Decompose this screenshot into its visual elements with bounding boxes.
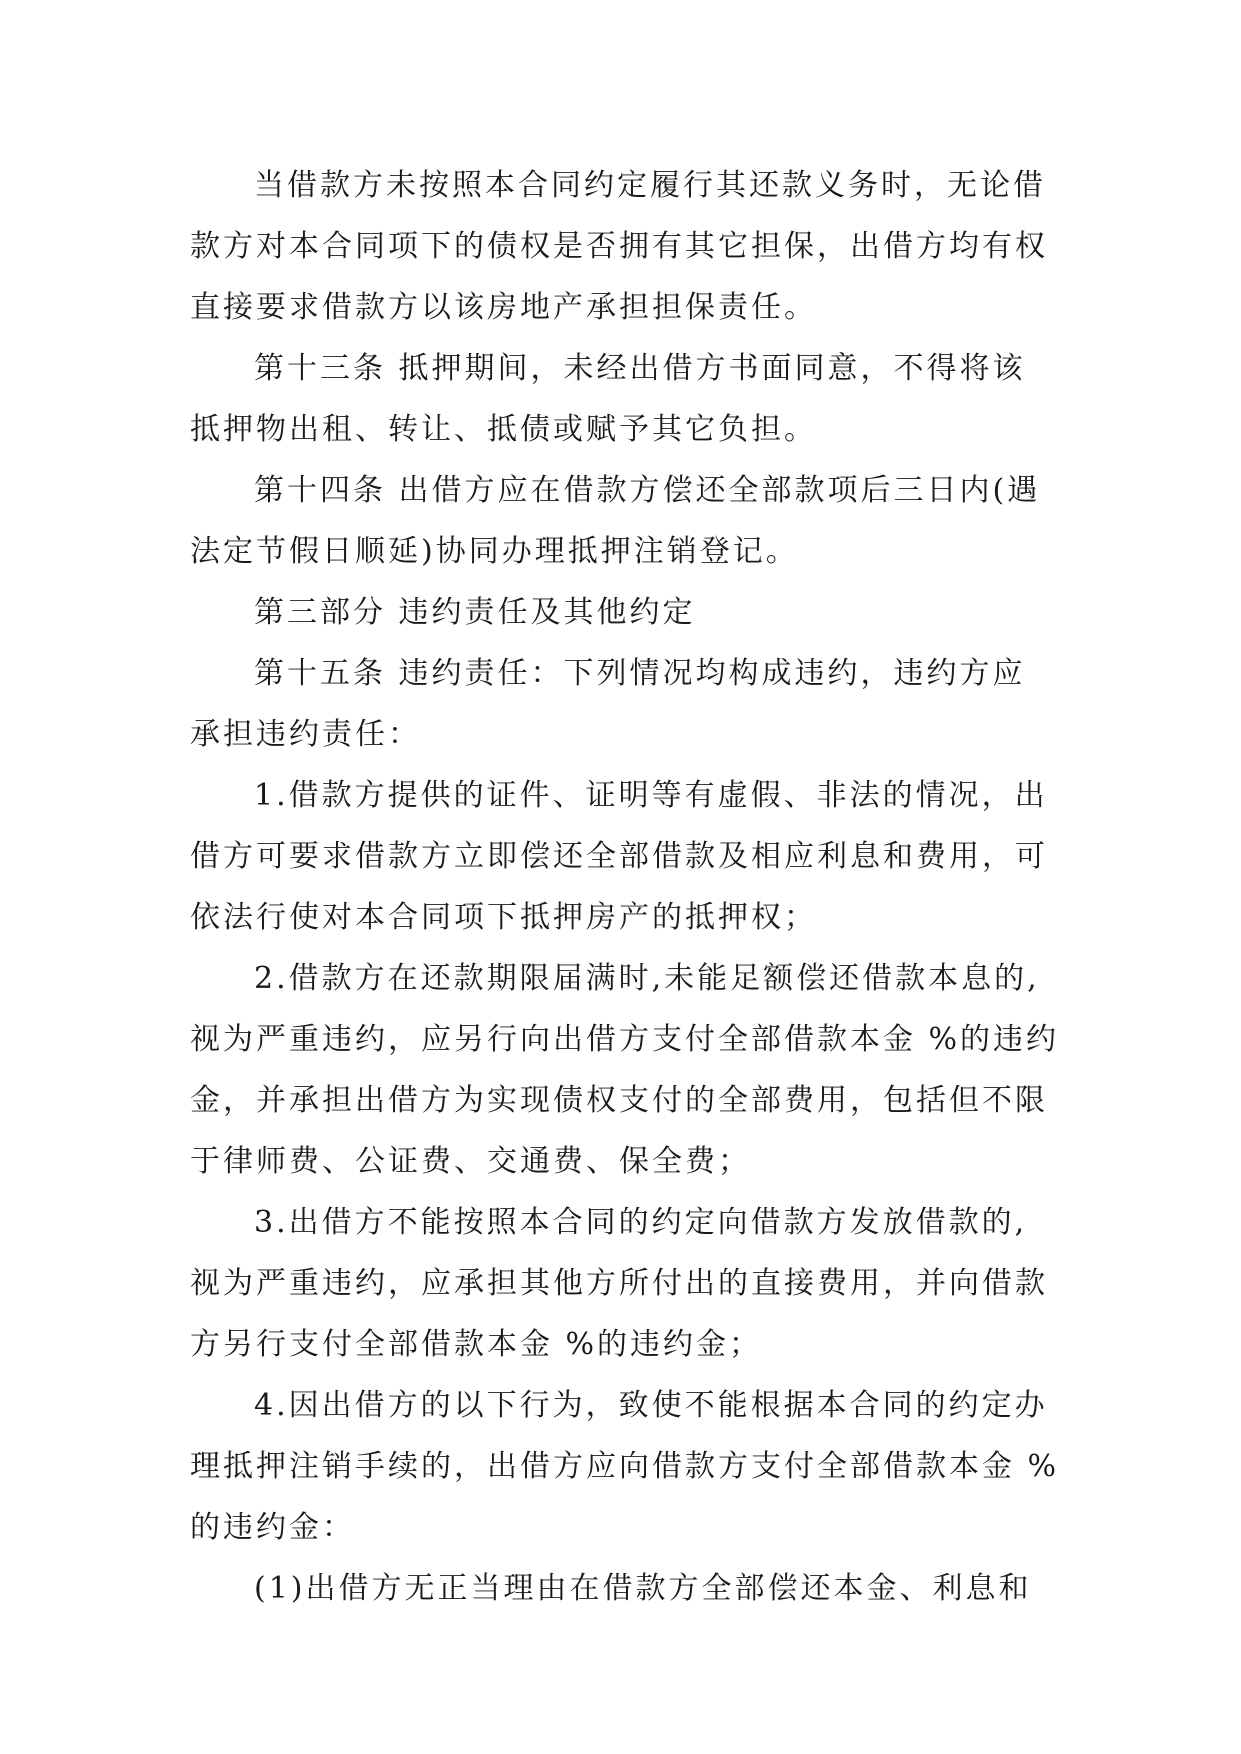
text-line: 法定节假日顺延)协同办理抵押注销登记。: [190, 534, 799, 569]
sub-item-1: [190, 1558, 1050, 1619]
text-line: 抵押物出租、转让、抵债或赋予其它负担。: [190, 412, 817, 447]
text-line: 借方可要求借款方立即偿还全部借款及相应利息和费用，可: [190, 839, 1048, 874]
text-line: 方另行支付全部借款本金 %的违约金；: [190, 1327, 763, 1362]
list-item-3: [190, 1192, 1050, 1375]
paragraph-article-14: [190, 460, 1050, 582]
section-heading: 第三部分 违约责任及其他约定: [254, 595, 696, 630]
text-line: 第十三条 抵押期间，未经出借方书面同意，不得将该: [254, 351, 1026, 386]
text-line: 当借款方未按照本合同约定履行其还款义务时，无论借: [254, 168, 1046, 203]
list-item-2: [190, 948, 1060, 1192]
text-line: 直接要求借款方以该房地产承担担保责任。: [190, 290, 817, 325]
text-line: 依法行使对本合同项下抵押房产的抵押权；: [190, 900, 817, 935]
text-line: 理抵押注销手续的，出借方应向借款方支付全部借款本金 %: [190, 1449, 1060, 1484]
text-line: 金，并承担出借方为实现债权支付的全部费用，包括但不限: [190, 1083, 1048, 1118]
paragraph-article-13: [190, 338, 1050, 460]
text-line: 的违约金：: [190, 1510, 355, 1545]
text-line: 1.借款方提供的证件、证明等有虚假、非法的情况，出: [254, 778, 1048, 813]
text-line: 承担违约责任：: [190, 717, 421, 752]
paragraph-article-15: [190, 643, 1050, 765]
text-line: 4.因出借方的以下行为，致使不能根据本合同的约定办: [254, 1388, 1048, 1423]
text-line: (1)出借方无正当理由在借款方全部偿还本金、利息和: [254, 1571, 1032, 1606]
text-line: 2.借款方在还款期限届满时,未能足额偿还借款本息的,: [254, 961, 1040, 996]
list-item-4: [190, 1375, 1060, 1558]
section-heading-part-3: [190, 582, 1050, 643]
document-body: [190, 155, 1060, 1619]
text-line: 视为严重违约，应另行向出借方支付全部借款本金 %的违约: [190, 1022, 1060, 1057]
paragraph-mortgage-liability: [190, 155, 1050, 338]
text-line: 3.出借方不能按照本合同的约定向借款方发放借款的,: [254, 1205, 1028, 1240]
text-line: 于律师费、公证费、交通费、保全费；: [190, 1144, 751, 1179]
text-line: 第十四条 出借方应在借款方偿还全部款项后三日内(遇: [254, 473, 1041, 508]
text-line: 款方对本合同项下的债权是否拥有其它担保，出借方均有权: [190, 229, 1048, 264]
list-item-1: [190, 765, 1050, 948]
text-line: 视为严重违约，应承担其他方所付出的直接费用，并向借款: [190, 1266, 1048, 1301]
text-line: 第十五条 违约责任：下列情况均构成违约，违约方应: [254, 656, 1026, 691]
